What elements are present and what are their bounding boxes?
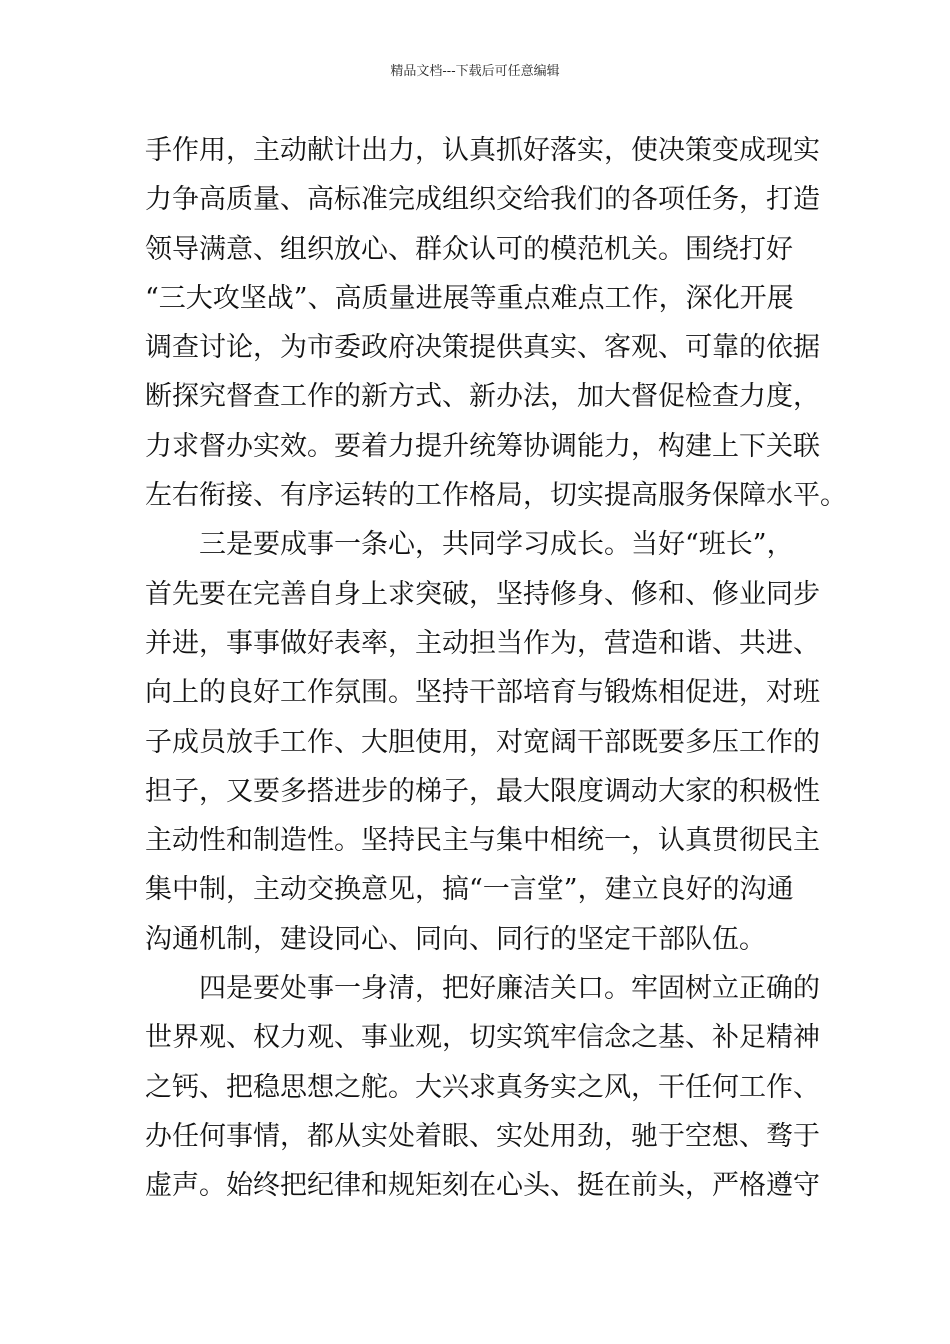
text-line: 左右衔接、有序运转的工作格局，切实提高服务保障水平。 <box>145 480 847 512</box>
text-line: 子成员放手工作、大胆使用，对宽阔干部既要多压工作的 <box>145 726 820 758</box>
text-line: 沟通机制，建设同心、同向、同行的坚定干部队伍。 <box>145 923 766 955</box>
text-line: “三大攻坚战”、高质量进展等重点难点工作，深化开展 <box>145 282 794 314</box>
document-body <box>145 126 847 1211</box>
text-line: 力求督办实效。要着力提升统筹协调能力，构建上下关联 <box>145 430 820 462</box>
text-line: 虚声。始终把纪律和规矩刻在心头、挺在前头，严格遵守 <box>145 1170 820 1202</box>
text-line: 集中制，主动交换意见，搞“一言堂”，建立良好的沟通 <box>145 874 794 906</box>
paragraph-start-line: 四是要处事一身清，把好廉洁关口。牢固树立正确的 <box>199 973 820 1005</box>
text-line: 首先要在完善自身上求突破，坚持修身、修和、修业同步 <box>145 578 820 610</box>
text-line: 领导满意、组织放心、群众认可的模范机关。围绕打好 <box>145 233 793 265</box>
text-line: 世界观、权力观、事业观，切实筑牢信念之基、补足精神 <box>145 1022 820 1054</box>
text-line: 力争高质量、高标准完成组织交给我们的各项任务，打造 <box>145 184 820 216</box>
text-line: 并进，事事做好表率，主动担当作为，营造和谐、共进、 <box>145 627 820 659</box>
text-line: 断探究督查工作的新方式、新办法，加大督促检查力度， <box>145 381 820 413</box>
text-line: 担子，又要多搭进步的梯子，最大限度调动大家的积极性 <box>145 775 820 807</box>
text-line: 办任何事情，都从实处着眼、实处用劲，驰于空想、骛于 <box>145 1120 820 1152</box>
text-line: 调查讨论，为市委政府决策提供真实、客观、可靠的依据 <box>145 332 820 364</box>
text-line: 向上的良好工作氛围。坚持干部培育与锻炼相促进，对班 <box>145 677 820 709</box>
paragraph-start-line: 三是要成事一条心，共同学习成长。当好“班长”， <box>199 529 794 561</box>
page-header: 精品文档---下载后可任意编辑 <box>390 64 560 79</box>
text-line: 手作用，主动献计出力，认真抓好落实，使决策变成现实 <box>145 135 820 166</box>
text-line: 主动性和制造性。坚持民主与集中相统一，认真贯彻民主 <box>145 825 820 857</box>
text-line: 之钙、把稳思想之舵。大兴求真务实之风，干任何工作、 <box>145 1071 820 1103</box>
